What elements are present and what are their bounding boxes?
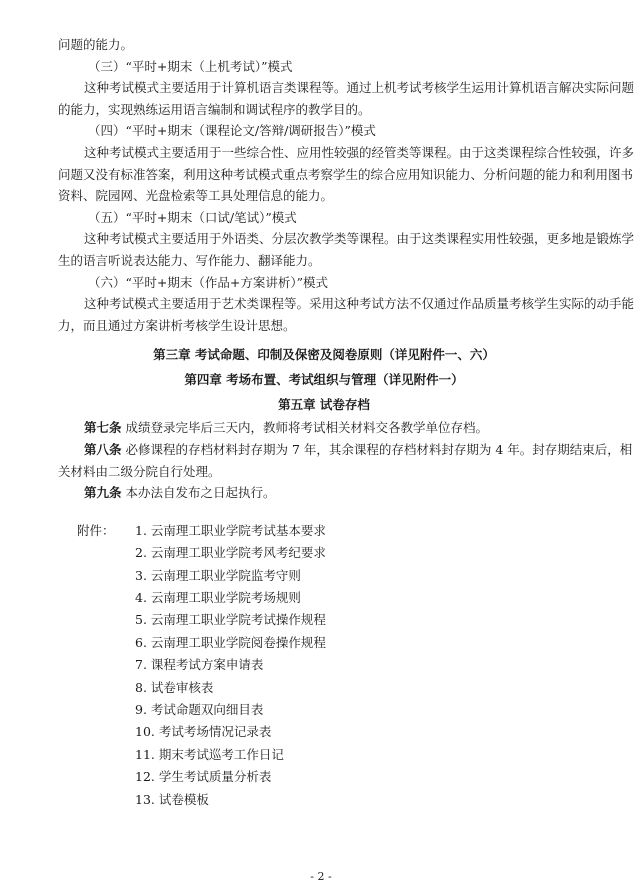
attachments-list [58,520,590,811]
paragraph-line: 生的语言听说表达能力、写作能力、翻译能力。 [58,252,321,268]
attachment-item: 1. 云南理工职业学院考试基本要求 [135,522,326,538]
paragraph-line: 这种考试模式主要适用于一些综合性、应用性较强的经管类等课程。由于这类课程综合性较强，许多 [84,144,635,160]
attachment-item: 12. 学生考试质量分析表 [135,769,272,785]
section-heading-5: （五）“平时+期末（口试/笔试）”模式 [88,209,297,225]
attachment-item: 4. 云南理工职业学院考场规则 [135,589,301,605]
document-page [58,34,635,811]
page-number: - 2 - [310,870,332,883]
chapter-heading-4: 第四章 考场布置、考试组织与管理（详见附件一） [184,372,464,388]
article-label: 第九条 [84,485,122,501]
paragraph-line: 关材料由二级分院自行处理。 [58,463,221,479]
attachment-item: 5. 云南理工职业学院考试操作规程 [135,612,326,628]
paragraph-line: 问题又没有标准答案，利用这种考试模式重点考察学生的综合应用知识能力、分析问题的能力和利用图书 [58,166,634,182]
article-8 [58,439,633,461]
attachment-item: 13. 试卷模板 [135,791,209,807]
chapter-heading-3: 第三章 考试命题、印制及保密及阅卷原则（详见附件一、六） [153,347,495,363]
section-heading-6: （六）“平时+期末（作品+方案讲析）”模式 [88,274,328,290]
paragraph-line: 的能力，实现熟练运用语言编制和调试程序的教学目的。 [58,101,371,117]
article-9 [58,482,590,504]
article-text: 本办法自发布之日起执行。 [125,485,276,501]
article-text: 成绩登录完毕后三天内，教师将考试相关材料交各教学单位存档。 [125,420,489,436]
section-heading-4: （四）“平时+期末（课程论文/答辩/调研报告）”模式 [88,123,376,139]
article-text: 必修课程的存档材料封存期为 7 年，其余课程的存档材料封存期为 4 年。封存期结束后，相 [125,441,633,457]
attachment-item: 3. 云南理工职业学院监考守则 [135,567,301,583]
attachment-item: 7. 课程考试方案申请表 [135,657,264,673]
attachment-item: 11. 期末考试巡考工作日记 [135,746,284,762]
paragraph-line: 资料、院园网、光盘检索等工具处理信息的能力。 [58,188,334,204]
paragraph-continuation: 问题的能力。 [58,37,134,52]
section-heading-3: （三）“平时+期末（上机考试）”模式 [88,58,293,74]
paragraph-line: 这种考试模式主要适用于艺术类课程等。采用这种考试方法不仅通过作品质量考核学生实际的动手能 [84,296,635,312]
paragraph-line: 这种考试模式主要适用于外语类、分层次教学类等课程。由于这类课程实用性较强，更多地是锻炼学 [84,231,635,247]
paragraph-line: 力，而且通过方案讲析考核学生设计思想。 [58,317,296,333]
attachment-item: 8. 试卷审核表 [135,679,214,695]
chapter-heading-5: 第五章 试卷存档 [278,397,370,413]
article-label: 第七条 [84,420,122,436]
attachment-item: 6. 云南理工职业学院阅卷操作规程 [135,634,326,650]
article-label: 第八条 [84,441,122,457]
paragraph-line: 这种考试模式主要适用于计算机语言类课程等。通过上机考试考核学生运用计算机语言解决实际问题 [84,80,635,96]
list-item [58,520,590,542]
attachments-prefix: 附件： [77,522,115,538]
attachment-item: 9. 考试命题双向细目表 [135,701,264,717]
attachment-item: 10. 考试考场情况记录表 [135,724,272,740]
attachment-item: 2. 云南理工职业学院考风考纪要求 [135,545,326,561]
article-7 [58,417,590,439]
